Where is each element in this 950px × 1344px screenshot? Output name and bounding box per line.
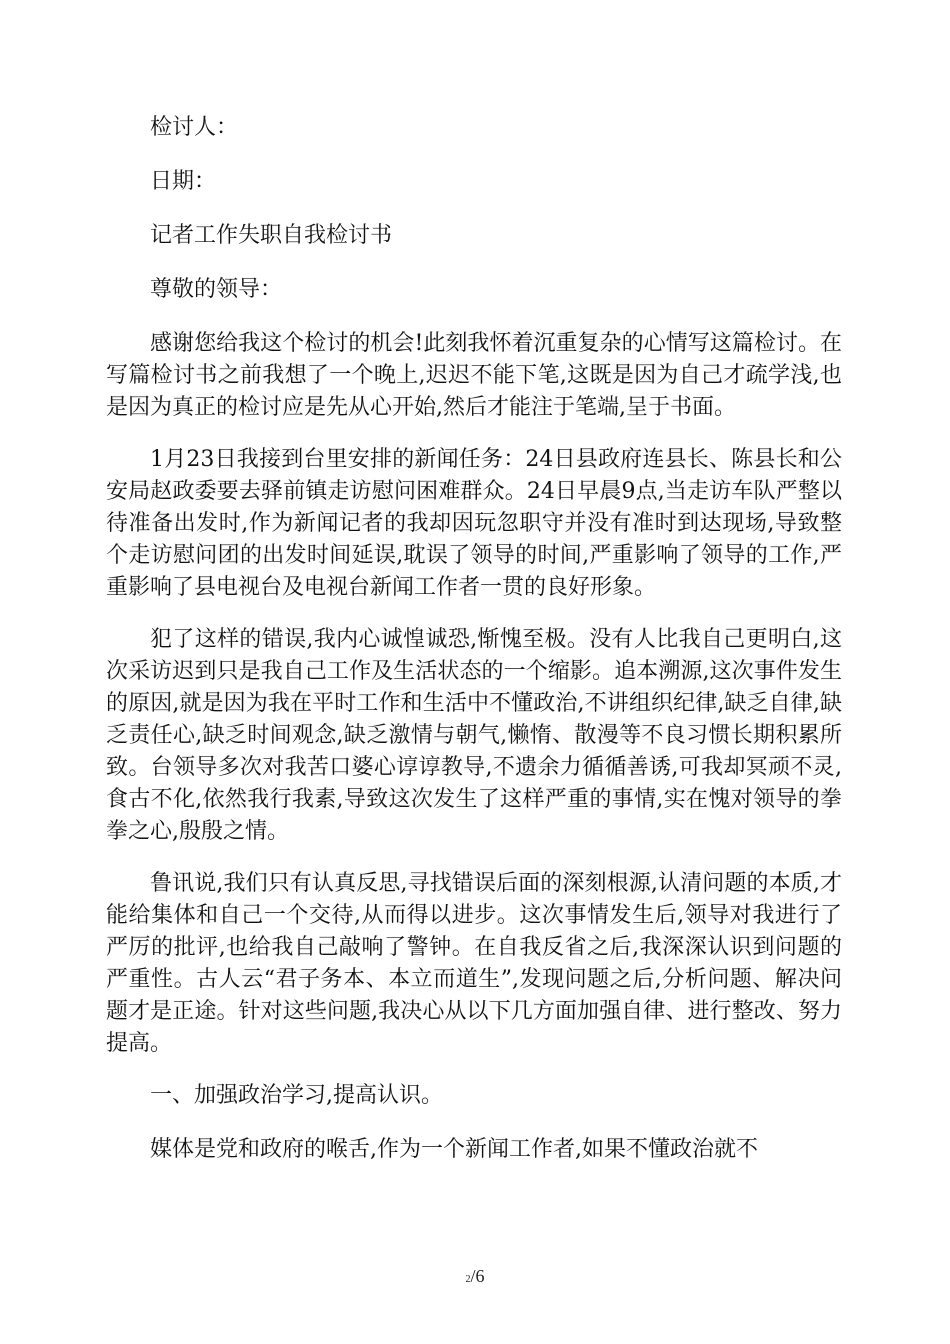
paragraph-1: 感谢您给我这个检讨的机会!此刻我怀着沉重复杂的心情写这篇检讨。在写篇检讨书之前我想了一个晚上,迟迟不能下笔,这既是因为自己才疏学浅,也是因为真正的检讨应是先从心开始,然后才能注于笔端,呈于书面。 — [106, 331, 842, 420]
paragraph-3: 犯了这样的错误,我内心诚惶诚恐,惭愧至极。没有人比我自己更明白,这次采访迟到只是我自己工作及生活状态的一个缩影。追本溯源,这次事件发生的原因,就是因为我在平时工作和生活中不懂政治,不讲组织纪律,缺乏自律,缺乏责任心,缺乏时间观念,缺乏激情与朝气,懒惰、散漫等不良习惯长期积累所致。台领导多次对我苦口婆心谆谆教导,不遗余力循循善诱,可我却冥顽不灵,食古不化,依然我行我素,导致这次发生了这样严重的事情,实在愧对领导的拳拳之心,殷殷之情。 — [106, 627, 842, 844]
section-heading: 一、加强政治学习,提高认识。 — [150, 1083, 443, 1108]
page-number — [0, 1266, 950, 1287]
date-line: 日期： — [150, 169, 217, 194]
document-title: 记者工作失职自我检讨书 — [150, 223, 393, 248]
salutation: 尊敬的领导： — [150, 277, 283, 302]
last-line: 媒体是党和政府的喉舌,作为一个新闻工作者,如果不懂政治就不 — [150, 1137, 758, 1162]
paragraph-2: 1月23日我接到台里安排的新闻任务：24日县政府连县长、陈县长和公安局赵政委要去驿前镇走访慰问困难群众。24日早晨9点,当走访车队严整以待准备出发时,作为新闻记者的我却因玩忽职守并没有准时到达现场,导致整个走访慰问团的出发时间延误,耽误了领导的时间,严重影响了领导的工作,严重影响了县电视台及电视台新闻工作者一贯的良好形象。 — [106, 447, 842, 600]
page-number-total: /6 — [470, 1266, 485, 1286]
document-body — [106, 112, 842, 1188]
reviewer-line: 检讨人： — [150, 115, 239, 140]
page-number-current: 2 — [465, 1274, 471, 1285]
paragraph-4: 鲁讯说,我们只有认真反思,寻找错误后面的深刻根源,认清问题的本质,才能给集体和自己一个交待,从而得以进步。这次事情发生后,领导对我进行了严厉的批评,也给我自己敲响了警钟。在自我反省之后,我深深认识到问题的严重性。古人云“君子务本、本立而道生”,发现问题之后,分析问题、解决问题才是正途。针对这些问题,我决心从以下几方面加强自律、进行整改、努力提高。 — [106, 871, 842, 1056]
